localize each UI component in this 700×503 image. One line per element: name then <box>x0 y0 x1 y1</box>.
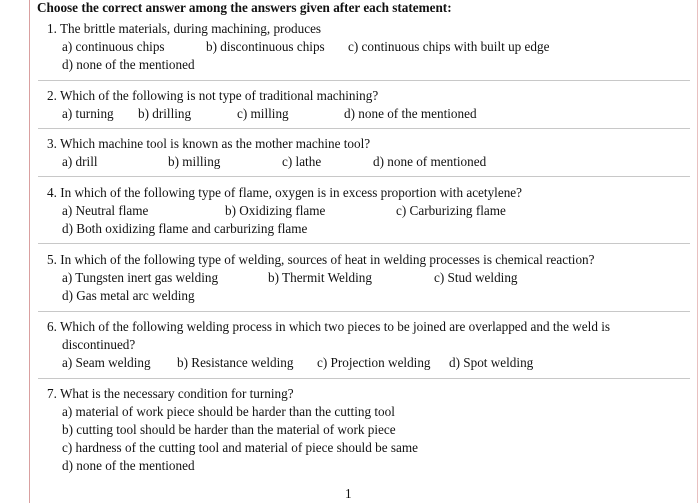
q6-option-b: b) Resistance welding <box>177 355 294 370</box>
q1-option-a: a) continuous chips <box>62 39 165 54</box>
question-2: 2. Which of the following is not type of traditional machining? <box>47 88 379 103</box>
q2-option-b: b) drilling <box>138 106 192 121</box>
question-6: 6. Which of the following welding process in which two pieces to be joined are overlapped and the weld is <box>47 319 611 334</box>
q7-option-c: c) hardness of the cutting tool and material of piece should be same <box>62 440 418 455</box>
right-page-edge <box>697 0 698 503</box>
instructions-heading: Choose the correct answer among the answers given after each statement: <box>37 0 452 15</box>
q7-option-a: a) material of work piece should be harder than the cutting tool <box>62 404 395 419</box>
question-5: 5. In which of the following type of welding, sources of heat in welding processes is chemical reaction? <box>47 252 595 267</box>
q6-option-d: d) Spot welding <box>449 355 534 370</box>
q5-option-d: d) Gas metal arc welding <box>62 288 195 303</box>
question-6-continued: discontinued? <box>62 337 136 352</box>
page-number: 1 <box>345 486 352 501</box>
separator <box>38 80 690 81</box>
q2-option-d: d) none of the mentioned <box>344 106 477 121</box>
q4-option-d: d) Both oxidizing flame and carburizing flame <box>62 221 308 236</box>
question-1: 1. The brittle materials, during machining, produces <box>47 21 322 36</box>
separator <box>38 176 690 177</box>
q7-option-d: d) none of the mentioned <box>62 458 195 473</box>
q6-option-a: a) Seam welding <box>62 355 151 370</box>
question-7: 7. What is the necessary condition for turning? <box>47 386 294 401</box>
q3-option-d: d) none of mentioned <box>373 154 487 169</box>
q2-option-a: a) turning <box>62 106 114 121</box>
question-3: 3. Which machine tool is known as the mother machine tool? <box>47 136 371 151</box>
separator <box>38 311 690 312</box>
q3-option-b: b) milling <box>168 154 221 169</box>
q3-option-c: c) lathe <box>282 154 322 169</box>
q2-option-c: c) milling <box>237 106 289 121</box>
q5-option-c: c) Stud welding <box>434 270 518 285</box>
q4-option-c: c) Carburizing flame <box>396 203 506 218</box>
q3-option-a: a) drill <box>62 154 98 169</box>
q1-option-d: d) none of the mentioned <box>62 57 195 72</box>
q4-option-b: b) Oxidizing flame <box>225 203 326 218</box>
q5-option-a: a) Tungsten inert gas welding <box>62 270 219 285</box>
q4-option-a: a) Neutral flame <box>62 203 149 218</box>
separator <box>38 243 690 244</box>
q5-option-b: b) Thermit Welding <box>268 270 372 285</box>
q1-option-b: b) discontinuous chips <box>206 39 325 54</box>
separator <box>38 128 690 129</box>
q1-option-c: c) continuous chips with built up edge <box>348 39 550 54</box>
separator <box>38 378 690 379</box>
q7-option-b: b) cutting tool should be harder than the material of work piece <box>62 422 396 437</box>
question-4: 4. In which of the following type of flame, oxygen is in excess proportion with acetylene? <box>47 185 522 200</box>
q6-option-c: c) Projection welding <box>317 355 431 370</box>
